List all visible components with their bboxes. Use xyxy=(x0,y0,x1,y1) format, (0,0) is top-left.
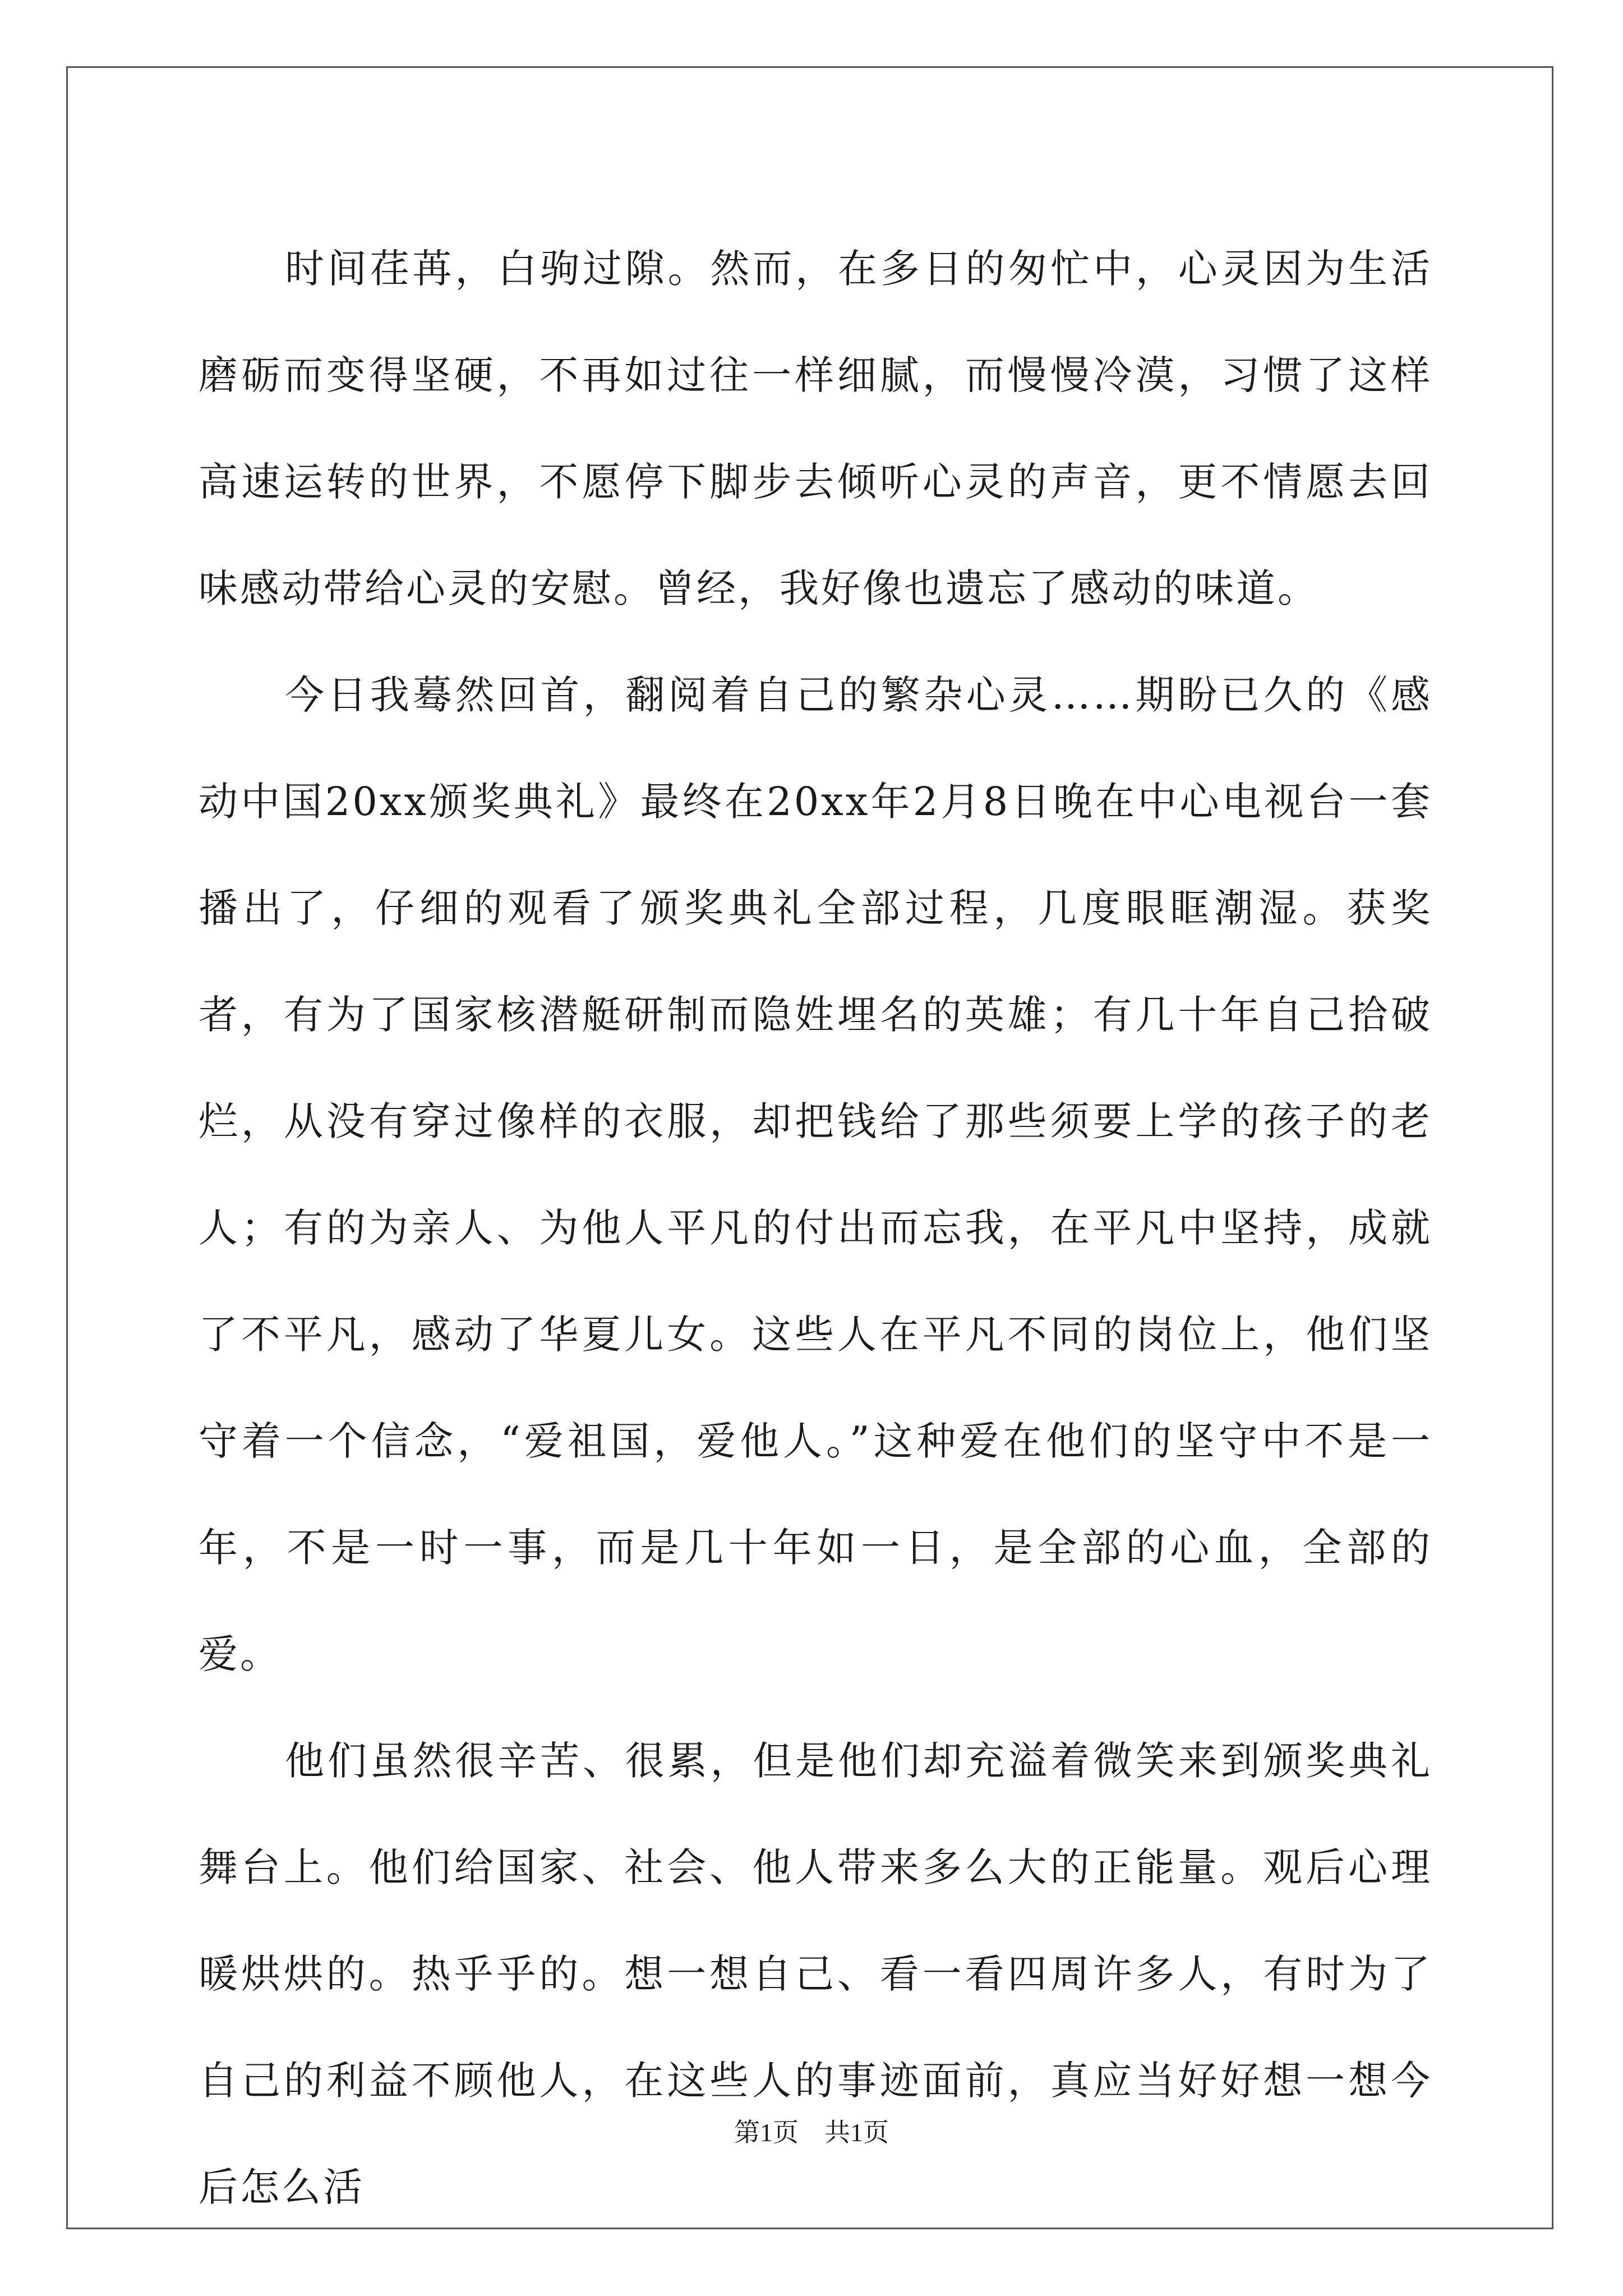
paragraph-3: 他们虽然很辛苦、很累，但是他们却充溢着微笑来到颁奖典礼舞台上。他们给国家、社会、他人带来多么大的正能量。观后心理暖烘烘的。热乎乎的。想一想自己、看一看四周许多人，有时为了自己的利益不顾他人，在这些人的事迹面前，真应当好好想一想今后怎么活 xyxy=(199,1738,1432,2210)
paragraph-1: 时间荏苒，白驹过隙。然而，在多日的匆忙中，心灵因为生活磨砺而变得坚硬，不再如过往一样细腻，而慢慢冷漠，习惯了这样高速运转的世界，不愿停下脚步去倾听心灵的声音，更不情愿去回味感动带给心灵的安慰。曾经，我好像也遗忘了感动的味道。 xyxy=(199,246,1432,611)
document-body xyxy=(199,215,1432,2240)
paragraph-2: 今日我蓦然回首，翻阅着自己的繁杂心灵……期盼已久的《感动中国20xx颁奖典礼》最终在20xx年2月8日晚在中心电视台一套播出了，仔细的观看了颁奖典礼全部过程，几度眼眶潮湿。获奖者，有为了国家核潜艇研制而隐姓埋名的英雄；有几十年自己拾破烂，从没有穿过像样的衣服，却把钱给了那些须要上学的孩子的老人；有的为亲人、为他人平凡的付出而忘我，在平凡中坚持，成就了不平凡，感动了华夏儿女。这些人在平凡不同的岗位上，他们坚守着一个信念，“爱祖国，爱他人。”这种爱在他们的坚守中不是一年，不是一时一事，而是几十年如一日，是全部的心血，全部的爱。 xyxy=(199,672,1432,1677)
page-number-footer: 第1页 共1页 xyxy=(734,2118,889,2147)
